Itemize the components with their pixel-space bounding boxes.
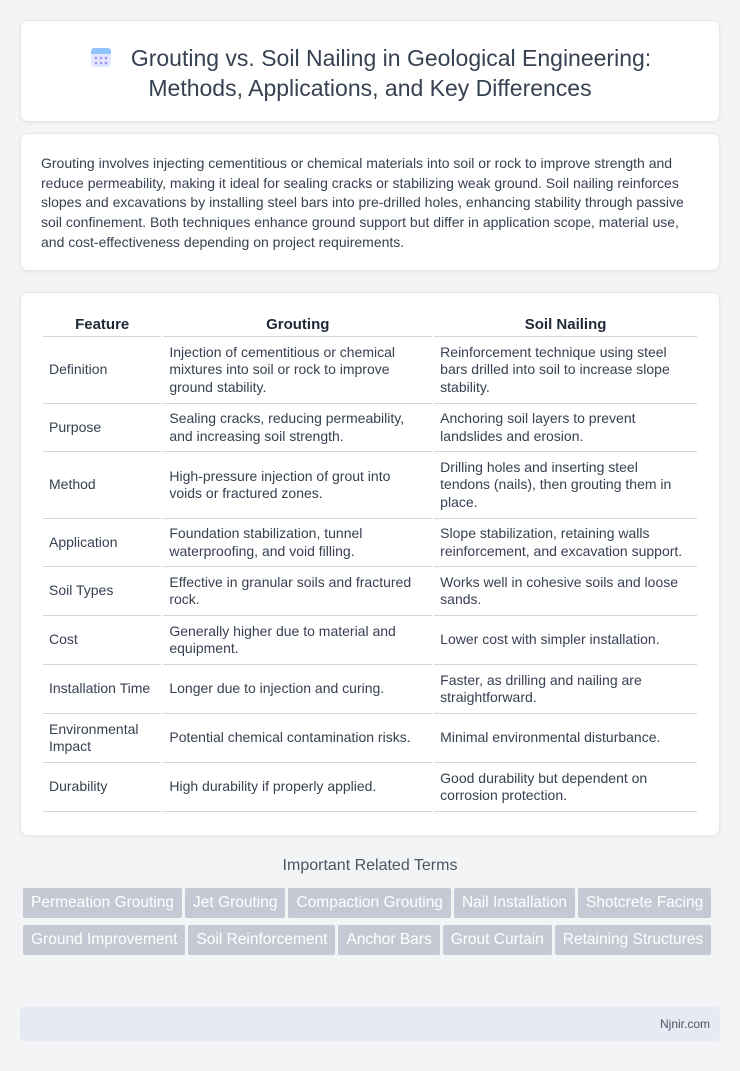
cell-soil-nailing: Anchoring soil layers to prevent landslides and erosion. [434,404,697,452]
cell-soil-nailing: Slope stabilization, retaining walls reinforcement, and excavation support. [434,519,697,567]
table-row [43,567,697,616]
title-line-1 [21,43,719,73]
cell-grouting: Injection of cementitious or chemical mixtures into soil or rock to improve ground stability. [163,337,432,404]
comparison-card [20,292,720,836]
comparison-table [41,315,699,812]
footer-brand: Njnir.com [659,1017,710,1031]
summary-text: Grouting involves injecting cementitious or chemical materials into soil or rock to improve strength and reduce permeability, making it ideal for sealing cracks or stabilizing weak ground. Soil nailing reinforces slopes and excavations by installing steel bars into pre-drilled holes, enhancing stability through passive soil confinement. Both techniques enhance ground support but differ in application scope, material use, and cost-effectiveness depending on project requirements. [41,155,684,250]
cell-soil-nailing: Faster, as drilling and nailing are straightforward. [434,665,697,714]
cell-soil-nailing: Works well in cohesive soils and loose sands. [434,567,697,616]
table-header-row [43,315,697,337]
cell-grouting: Longer due to injection and curing. [163,665,432,714]
cell-grouting: Effective in granular soils and fractured rock. [163,567,432,616]
cell-soil-nailing: Drilling holes and inserting steel tendons (nails), then grouting them in place. [434,452,697,519]
table-row [43,337,697,404]
related-terms-list [23,888,723,962]
related-term-tag[interactable]: Compaction Grouting [288,888,450,918]
related-term-tag[interactable]: Soil Reinforcement [188,925,335,955]
page-title [21,43,719,103]
cell-grouting: Generally higher due to material and equipment. [163,616,432,665]
related-term-tag[interactable]: Jet Grouting [185,888,285,918]
header-soil-nailing: Soil Nailing [434,315,697,337]
cell-feature: Installation Time [43,665,161,714]
cell-grouting: Foundation stabilization, tunnel waterproofing, and void filling. [163,519,432,567]
cell-feature: Definition [43,337,161,404]
cell-soil-nailing: Good durability but dependent on corrosion protection. [434,763,697,812]
cell-feature: Soil Types [43,567,161,616]
related-term-tag[interactable]: Grout Curtain [443,925,552,955]
table-row [43,714,697,763]
cell-feature: Method [43,452,161,519]
related-term-tag[interactable]: Nail Installation [454,888,575,918]
cell-grouting: Potential chemical contamination risks. [163,714,432,763]
cell-feature: Environmental Impact [43,714,161,763]
table-row [43,665,697,714]
title-card [20,20,720,122]
related-term-tag[interactable]: Shotcrete Facing [578,888,711,918]
calendar-icon [89,45,113,69]
cell-soil-nailing: Lower cost with simpler installation. [434,616,697,665]
table-row [43,763,697,812]
related-term-tag[interactable]: Ground Improvement [23,925,185,955]
table-row [43,519,697,567]
cell-grouting: Sealing cracks, reducing permeability, and increasing soil strength. [163,404,432,452]
cell-feature: Cost [43,616,161,665]
related-term-tag[interactable]: Permeation Grouting [23,888,182,918]
header-feature: Feature [43,315,161,337]
cell-feature: Durability [43,763,161,812]
title-text-1: Grouting vs. Soil Nailing in Geological Engineering: [130,45,652,71]
table-row [43,452,697,519]
cell-soil-nailing: Reinforcement technique using steel bars drilled into soil to increase slope stability. [434,337,697,404]
related-term-tag[interactable]: Anchor Bars [338,925,439,955]
cell-grouting: High-pressure injection of grout into voids or fractured zones. [163,452,432,519]
cell-feature: Purpose [43,404,161,452]
table-row [43,616,697,665]
title-text-2: Methods, Applications, and Key Differences [148,75,592,101]
cell-grouting: High durability if properly applied. [163,763,432,812]
cell-soil-nailing: Minimal environmental disturbance. [434,714,697,763]
related-term-tag[interactable]: Retaining Structures [555,925,711,955]
header-grouting: Grouting [163,315,432,337]
table-row [43,404,697,452]
summary-card [20,133,720,271]
related-terms-title: Important Related Terms [282,857,458,874]
footer [20,1007,720,1041]
cell-feature: Application [43,519,161,567]
